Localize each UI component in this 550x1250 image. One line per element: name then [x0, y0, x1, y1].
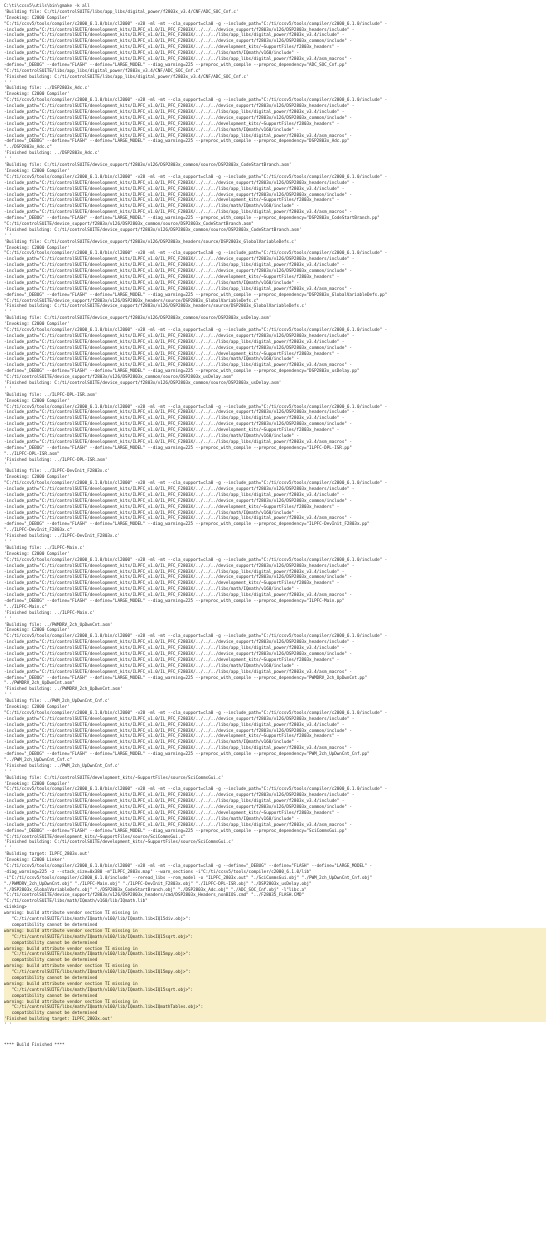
- console-line: -include_path="C:/ti/controlSUITE/development_kits/ILPFC_v1.0/IL_PFC_F2803X/../../../device_support/f2803x/v126/DSP2803x_common/include" -: [4, 650, 352, 656]
- console-line: 'Invoking: C2000 Compiler': [4, 780, 70, 786]
- console-line: -define="_DEBUG" --define="FLASH" --define="LARGE_MODEL" --diag_warning=225 --preproc_with_compile --preproc_dependency="DSP2803x_Adc.pp": [4, 138, 350, 144]
- console-line: 'Invoking: C2000 Compiler': [4, 14, 70, 20]
- console-line: -include_path="C:/ti/controlSUITE/development_kits/ILPFC_v1.0/IL_PFC_F2803X/../../../libs/app_libs/digital_power/f2803x_v3.4/include" -: [4, 798, 345, 804]
- console-line: -include_path="C:/ti/controlSUITE/development_kits/ILPFC_v1.0/IL_PFC_F2803X/../../../libs/math/IQmath/v160/include" -: [4, 739, 299, 745]
- console-line: [4, 1028, 546, 1042]
- console-line: "C:/ti/ccsv5/tools/compiler/c2000_6.1.0/bin/cl2000" -v28 -ml -mt --cla_support=cla0 -g --include_path="C:/ti/ccsv5/tools/compiler/c2000_6.1.0/include" -: [4, 326, 388, 332]
- console-line: 'Invoking: C2000 Compiler': [4, 397, 70, 403]
- console-line: -define="_DEBUG" --define="FLASH" --define="LARGE_MODEL" --diag_warning=225 --preproc_with_compile --preproc_dependency="DSP2803x_CodeStartBranch.pp": [4, 215, 380, 221]
- console-line: -include_path="C:/ti/controlSUITE/development_kits/ILPFC_v1.0/IL_PFC_F2803X/../../../libs/app_libs/digital_power/f2803x_v3.4/include" -: [4, 262, 345, 268]
- console-line: 'Invoking: C2000 Compiler': [4, 627, 70, 633]
- console-line: "C:/ti/ccsv5/tools/compiler/c2000_6.1.0/bin/cl2000" -v28 -ml -mt --cla_support=cla0 -g --include_path="C:/ti/ccsv5/tools/compiler/c2000_6.1.0/include" -: [4, 556, 388, 562]
- console-line: 'Building file: C:/ti/controlSUITE/device_support/f2803x/v126/DSP2803x_common/source/DSP2803x_CodeStartBranch.asm': [4, 162, 292, 168]
- console-line: "C:/ti/controlSUITE/device_support/f2803x/v126/DSP2803x_common/source/DSP2803x_CodeStartBranch.asm": [4, 220, 254, 226]
- console-line: ' ': [4, 692, 12, 698]
- console-line-warning: "C:/ti/controlSUITE/libs/math/IQmath/v160/lib/IQmath.lib<IQ15mpy.obj>":: [4, 951, 546, 957]
- console-line: ' ': [4, 462, 12, 468]
- console-line: 'Finished building: ../PWMDRV_2ch_UpDwnCnt.asm': [4, 686, 123, 692]
- console-line: ' ': [4, 156, 12, 162]
- console-line: -include_path="C:/ti/controlSUITE/development_kits/ILPFC_v1.0/IL_PFC_F2803X/../../../libs/app_libs/digital_power/f2803x_v3.4/include" -: [4, 185, 345, 191]
- console-line: -include_path="C:/ti/controlSUITE/development_kits/ILPFC_v1.0/IL_PFC_F2803X/../../../development_kits/~SupportFiles/f2803x_headers" -: [4, 733, 340, 739]
- console-line: -include_path="C:/ti/controlSUITE/development_kits/ILPFC_v1.0/IL_PFC_F2803X/../../../libs/math/IQmath/v160/include" -: [4, 356, 299, 362]
- console-line-warning: warning: build attribute vendor section TI missing in: [4, 999, 546, 1005]
- console-line: -include_path="C:/ti/controlSUITE/development_kits/ILPFC_v1.0/IL_PFC_F2803X/../../../device_support/f2803x/v126/DSP2803x_headers/include" -: [4, 792, 355, 798]
- console-line-warning: compatibility cannot be determined: [4, 1010, 546, 1016]
- console-line: -include_path="C:/ti/controlSUITE/development_kits/ILPFC_v1.0/IL_PFC_F2803X/../../../device_support/f2803x/v126/DSP2803x_common/include" -: [4, 804, 352, 810]
- console-line: "C:/ti/ccsv5/tools/compiler/c2000_6.1.0/bin/cl2000" -v28 -ml -mt --cla_support=cla0 -g --include_path="C:/ti/ccsv5/tools/compiler/c2000_6.1.0/include" -: [4, 633, 388, 639]
- console-line: -define="_DEBUG" --define="FLASH" --define="LARGE_MODEL" --diag_warning=225 --preproc_with_compile --preproc_dependency="DSP2803x_GlobalVariableDefs.pp": [4, 291, 388, 297]
- console-line: 'Finished building: C:/ti/controlSUITE/libs/app_libs/digital_power/f2803x_v3.4/CNF/ADC_SOC_Cnf.c': [4, 73, 249, 79]
- console-line-warning: warning: build attribute vendor section TI missing in: [4, 963, 546, 969]
- console-line-warning: "C:/ti/controlSUITE/libs/math/IQmath/v160/lib/IQmath.lib<IQ15mpy.obj>":: [4, 969, 546, 975]
- console-line: -include_path="C:/ti/controlSUITE/development_kits/ILPFC_v1.0/IL_PFC_F2803X/../../../libs/app_libs/digital_power/f2803x_v3.4/asm_macros" -: [4, 821, 352, 827]
- console-line: -include_path="C:/ti/controlSUITE/development_kits/ILPFC_v1.0/IL_PFC_F2803X/../../../device_support/f2803x/v126/DSP2803x_headers/include" -: [4, 562, 355, 568]
- console-line: "../PWMDRV_2ch_UpDwnCnt.asm": [4, 680, 75, 686]
- console-line: 'Invoking: C2000 Compiler': [4, 550, 70, 556]
- console-line: "C:/ti/ccsv5/tools/compiler/c2000_6.1.0/bin/cl2000" -v28 -ml -mt --cla_support=cla0 -g --include_path="C:/ti/ccsv5/tools/compiler/c2000_6.1.0/include" -: [4, 403, 388, 409]
- console-line: -include_path="C:/ti/controlSUITE/development_kits/ILPFC_v1.0/IL_PFC_F2803X/../../../libs/math/IQmath/v160/include" -: [4, 662, 299, 668]
- console-line: 'Building file: C:/ti/controlSUITE/device_support/f2803x/v126/DSP2803x_headers/source/DSP2803x_GlobalVariableDefs.c': [4, 238, 297, 244]
- console-line: -include_path="C:/ti/controlSUITE/development_kits/ILPFC_v1.0/IL_PFC_F2803X/../../../device_support/f2803x/v126/DSP2803x_common/include" -: [4, 497, 352, 503]
- console-line: "C:/ti/controlSUITE/libs/math/IQmath/v160/lib/IQmath.lib<IQ15div.obj>":: [4, 916, 191, 922]
- console-line: -include_path="C:/ti/controlSUITE/development_kits/ILPFC_v1.0/IL_PFC_F2803X/../../../device_support/f2803x/v126/DSP2803x_headers/include" -: [4, 715, 355, 721]
- console-line-warning: compatibility cannot be determined: [4, 940, 546, 946]
- console-line: -include_path="C:/ti/controlSUITE/development_kits/ILPFC_v1.0/IL_PFC_F2803X/../../../libs/app_libs/digital_power/f2803x_v3.4/asm_macros" -: [4, 285, 352, 291]
- console-line: -include_path="C:/ti/controlSUITE/development_kits/ILPFC_v1.0/IL_PFC_F2803X/../../../device_support/f2803x/v126/DSP2803x_common/include" -: [4, 191, 352, 197]
- console-line: "C:/ti/controlSUITE/libs/math/IQmath/v160/lib/IQmath.lib": [4, 898, 148, 904]
- console-line: <Linking>: [4, 904, 27, 910]
- console-line: -include_path="C:/ti/controlSUITE/development_kits/ILPFC_v1.0/IL_PFC_F2803X/../../../development_kits/~SupportFiles/f2803x_headers" -: [4, 580, 340, 586]
- console-line: 'Building file: C:/ti/controlSUITE/device_support/f2803x/v126/DSP2803x_common/source/DSP2803x_usDelay.asm': [4, 315, 272, 321]
- console-line: -include_path="C:/ti/controlSUITE/development_kits/ILPFC_v1.0/IL_PFC_F2803X/../../../development_kits/~SupportFiles/f2803x_headers" -: [4, 197, 340, 203]
- console-line: -i"C:/ti/ccsv5/tools/compiler/c2000_6.1.0/include" --reread_libs --rom_model -o "ILPFC_2803x.out" "./SciCommsGui.obj" "./PWM_2ch_UpDwnCnt_Cnf.obj": [4, 874, 373, 880]
- console-line: "./DSP2803x_GlobalVariableDefs.obj" "./DSP2803x_CodeStartBranch.obj" "./DSP2803x_Adc.obj" "./ADC_SOC_Cnf.obj" -l"libc.a": [4, 886, 307, 892]
- console-line: "C:/ti/ccsv5/tools/compiler/c2000_6.1.0/bin/cl2000" -v28 -ml -mt --cla_support=cla0 -g --include_path="C:/ti/ccsv5/tools/compiler/c2000_6.1.0/include" -: [4, 480, 388, 486]
- console-line: ' ': [4, 385, 12, 391]
- console-line: "../ILPFC-DevInit_F2803x.c": [4, 527, 73, 533]
- console-line: 'Building file: ../ILPFC-Main.c': [4, 544, 85, 550]
- console-line: -include_path="C:/ti/controlSUITE/development_kits/ILPFC_v1.0/IL_PFC_F2803X/../../../device_support/f2803x/v126/DSP2803x_headers/include" -: [4, 639, 355, 645]
- console-line: 'Building file: C:/ti/controlSUITE/libs/app_libs/digital_power/f2803x_v3.4/CNF/ADC_SOC_Cnf.c': [4, 8, 239, 14]
- console-line: 'Finished building: C:/ti/controlSUITE/device_support/f2803x/v126/DSP2803x_common/source/DSP2803x_usDelay.asm': [4, 380, 282, 385]
- console-line: -include_path="C:/ti/controlSUITE/development_kits/ILPFC_v1.0/IL_PFC_F2803X/../../../libs/app_libs/digital_power/f2803x_v3.4/include" -: [4, 338, 345, 344]
- console-line: "C:/ti/ccsv5/tools/compiler/c2000_6.1.0/bin/cl2000" -v28 -ml -mt --cla_support=cla0 -g --define="_DEBUG" --define="FLASH" --define="LARGE_MODEL" -: [4, 863, 373, 869]
- console-line: -include_path="C:/ti/controlSUITE/development_kits/ILPFC_v1.0/IL_PFC_F2803X/../../../libs/math/IQmath/v160/include" -: [4, 126, 299, 132]
- console-line: "C:/ti/ccsv5/tools/compiler/c2000_6.1.0/bin/cl2000" -v28 -ml -mt --cla_support=cla0 -g --include_path="C:/ti/ccsv5/tools/compiler/c2000_6.1.0/include" -: [4, 786, 388, 792]
- console-line: 'Building file: ../ILPFC-DevInit_F2803x.c': [4, 468, 110, 474]
- console-line: -include_path="C:/ti/controlSUITE/development_kits/ILPFC_v1.0/IL_PFC_F2803X/../../../libs/app_libs/digital_power/f2803x_v3.4/asm_macros" -: [4, 362, 352, 368]
- console-line: warning: build attribute vendor section TI missing in: [4, 910, 138, 916]
- console-line: 'Invoking: C2000 Compiler': [4, 167, 70, 173]
- console-line: "C:/ti/controlSUITE/device_support/f2803x/v126/DSP2803x_common/source/DSP2803x_usDelay.asm": [4, 374, 234, 380]
- console-line: -include_path="C:/ti/controlSUITE/development_kits/ILPFC_v1.0/IL_PFC_F2803X/../../../development_kits/~SupportFiles/f2803x_headers" -: [4, 656, 340, 662]
- console-line: 'Finished building: C:/ti/controlSUITE/device_support/f2803x/v126/DSP2803x_headers/source/DSP2803x_GlobalVariableDefs.c': [4, 303, 307, 309]
- console-line: 'Invoking: C2000 Compiler': [4, 703, 70, 709]
- console-line: -include_path="C:/ti/controlSUITE/development_kits/ILPFC_v1.0/IL_PFC_F2803X/../../../libs/app_libs/digital_power/f2803x_v3.4/asm_macros" -: [4, 592, 352, 598]
- console-line: "C:/ti/ccsv5/tools/compiler/c2000_6.1.0/bin/cl2000" -v28 -ml -mt --cla_support=cla0 -g --include_path="C:/ti/ccsv5/tools/compiler/c2000_6.1.0/include" -: [4, 97, 388, 103]
- console-line-warning: "C:/ti/controlSUITE/libs/math/IQmath/v160/lib/IQmath.lib<IQ15sqrt.obj>":: [4, 934, 546, 940]
- console-line: -define="_DEBUG" --define="FLASH" --define="LARGE_MODEL" --diag_warning=225 --preproc_with_compile --preproc_dependency="ILPFC-DevInit_F2803x.pp": [4, 521, 370, 527]
- console-line: 'Finished building: ../DSP2803x_Adc.c': [4, 150, 100, 156]
- console-line: -include_path="C:/ti/controlSUITE/development_kits/ILPFC_v1.0/IL_PFC_F2803X/../../../development_kits/~SupportFiles/f2803x_headers" -: [4, 350, 340, 356]
- console-line-warning: compatibility cannot be determined: [4, 993, 546, 999]
- console-line-warning: "C:/ti/controlSUITE/libs/math/IQmath/v160/lib/IQmath.lib<IQmathTables.obj>":: [4, 1004, 546, 1010]
- console-line: -include_path="C:/ti/controlSUITE/development_kits/ILPFC_v1.0/IL_PFC_F2803X/../../../libs/app_libs/digital_power/f2803x_v3.4/include" -: [4, 721, 345, 727]
- console-line: 'Invoking: C2000 Compiler': [4, 244, 70, 250]
- console-line: -include_path="C:/ti/controlSUITE/development_kits/ILPFC_v1.0/IL_PFC_F2803X/../../../libs/math/IQmath/v160/include" -: [4, 203, 299, 209]
- console-line: -define="_DEBUG" --define="FLASH" --define="LARGE_MODEL" --diag_warning=225 --preproc_with_compile --preproc_dependency="ILPFC-Main.pp": [4, 597, 345, 603]
- console-line: -include_path="C:/ti/controlSUITE/development_kits/ILPFC_v1.0/IL_PFC_F2803X/../../../device_support/f2803x/v126/DSP2803x_headers/include" -: [4, 332, 355, 338]
- console-line: -include_path="C:/ti/controlSUITE/development_kits/ILPFC_v1.0/IL_PFC_F2803X/../../../device_support/f2803x/v126/DSP2803x_common/include" -: [4, 38, 352, 44]
- console-line: C:\ti\ccsv5\utils\bin\gmake -k all: [4, 3, 90, 8]
- console-line: 'Building file: ../PWMDRV_2ch_UpDwnCnt.asm': [4, 621, 113, 627]
- console-line: ' ': [4, 615, 12, 621]
- console-line-warning: compatibility cannot be determined: [4, 957, 546, 963]
- console-line: "../ILPFC-DPL-ISR.asm": [4, 450, 60, 456]
- console-line: -include_path="C:/ti/controlSUITE/development_kits/ILPFC_v1.0/IL_PFC_F2803X/../../../libs/math/IQmath/v160/include" -: [4, 433, 299, 439]
- console-line-warning: warning: build attribute vendor section TI missing in: [4, 946, 546, 952]
- console-line: -include_path="C:/ti/controlSUITE/development_kits/ILPFC_v1.0/IL_PFC_F2803X/../../../libs/app_libs/digital_power/f2803x_v3.4/include" -: [4, 32, 345, 38]
- console-line: -define="_DEBUG" --define="FLASH" --define="LARGE_MODEL" --diag_warning=225 --preproc_with_compile --preproc_dependency="PWM_2ch_UpDwnCnt_Cnf.pp": [4, 751, 370, 757]
- console-line: 'Finished building: C:/ti/controlSUITE/development_kits/~SupportFiles/source/SciCommsGui.c': [4, 839, 234, 845]
- console-line-warning: "C:/ti/controlSUITE/libs/math/IQmath/v160/lib/IQmath.lib<IQ15sqrt.obj>":: [4, 987, 546, 993]
- console-line: "C:/ti/controlSUITE/device_support/f2803x/v126/DSP2803x_headers/source/DSP2803x_GlobalVariableDefs.c": [4, 297, 259, 303]
- console-line: ' ': [4, 232, 12, 238]
- console-line: -include_path="C:/ti/controlSUITE/development_kits/ILPFC_v1.0/IL_PFC_F2803X/../../../libs/app_libs/digital_power/f2803x_v3.4/include" -: [4, 109, 345, 115]
- console-line: -include_path="C:/ti/controlSUITE/development_kits/ILPFC_v1.0/IL_PFC_F2803X/../../../libs/math/IQmath/v160/include" -: [4, 279, 299, 285]
- console-line: 'Finished building: C:/ti/controlSUITE/device_support/f2803x/v126/DSP2803x_common/source/DSP2803x_CodeStartBranch.asm': [4, 226, 302, 232]
- console-line: "C:/ti/controlSUITE/device_support/f2803x/v126/DSP2803x_headers/cmd/DSP2803x_Headers_nonBIOS.cmd" "../F28035_FLASH.CMD": [4, 892, 305, 898]
- console-line-warning: warning: build attribute vendor section TI missing in: [4, 928, 546, 934]
- console-line: ' ': [4, 845, 12, 851]
- console-line: -include_path="C:/ti/controlSUITE/development_kits/ILPFC_v1.0/IL_PFC_F2803X/../../../development_kits/~SupportFiles/f2803x_headers" -: [4, 120, 340, 126]
- console-line: -include_path="C:/ti/controlSUITE/development_kits/ILPFC_v1.0/IL_PFC_F2803X/../../../device_support/f2803x/v126/DSP2803x_headers/include" -: [4, 103, 355, 109]
- console-line: -include_path="C:/ti/controlSUITE/development_kits/ILPFC_v1.0/IL_PFC_F2803X/../../../device_support/f2803x/v126/DSP2803x_headers/include" -: [4, 409, 355, 415]
- console-line: 'Building target: ILPFC_2803x.out': [4, 851, 90, 857]
- console-line: -include_path="C:/ti/controlSUITE/development_kits/ILPFC_v1.0/IL_PFC_F2803X/../../../device_support/f2803x/v126/DSP2803x_common/include" -: [4, 727, 352, 733]
- console-line: -include_path="C:/ti/controlSUITE/development_kits/ILPFC_v1.0/IL_PFC_F2803X/../../../development_kits/~SupportFiles/f2803x_headers" -: [4, 44, 340, 50]
- console-line: -define="_DEBUG" --define="FLASH" --define="LARGE_MODEL" --diag_warning=225 --preproc_with_compile --preproc_dependency="ADC_SOC_Cnf.pp": [4, 61, 347, 67]
- console-line: -define="_DEBUG" --define="FLASH" --define="LARGE_MODEL" --diag_warning=225 --preproc_with_compile --preproc_dependency="SciCommsGui.pp": [4, 827, 347, 833]
- console-line: -include_path="C:/ti/controlSUITE/development_kits/ILPFC_v1.0/IL_PFC_F2803X/../../../development_kits/~SupportFiles/f2803x_headers" -: [4, 273, 340, 279]
- console-line: -include_path="C:/ti/controlSUITE/development_kits/ILPFC_v1.0/IL_PFC_F2803X/../../../device_support/f2803x/v126/DSP2803x_headers/include" -: [4, 179, 355, 185]
- console-line: -include_path="C:/ti/controlSUITE/development_kits/ILPFC_v1.0/IL_PFC_F2803X/../../../device_support/f2803x/v126/DSP2803x_common/include" -: [4, 268, 352, 274]
- console-line: 'Finished building: ../ILPFC-Main.c': [4, 609, 95, 615]
- console-line: -include_path="C:/ti/controlSUITE/development_kits/ILPFC_v1.0/IL_PFC_F2803X/../../../libs/app_libs/digital_power/f2803x_v3.4/include" -: [4, 645, 345, 651]
- console-line: 'Building file: C:/ti/controlSUITE/development_kits/~SupportFiles/source/SciCommsGui.c': [4, 774, 224, 780]
- console-line: **** Build Finished ****: [4, 1041, 65, 1047]
- console-line: "C:/ti/ccsv5/tools/compiler/c2000_6.1.0/bin/cl2000" -v28 -ml -mt --cla_support=cla0 -g --include_path="C:/ti/ccsv5/tools/compiler/c2000_6.1.0/include" -: [4, 173, 388, 179]
- console-line: -include_path="C:/ti/controlSUITE/development_kits/ILPFC_v1.0/IL_PFC_F2803X/../../../libs/app_libs/digital_power/f2803x_v3.4/include" -: [4, 568, 345, 574]
- console-line: ' ': [4, 309, 12, 315]
- console-line: -diag_warning=225 -z --stack_size=0x380 -m"ILPFC_2803x.map" --warn_sections -i"C:/ti/ccsv5/tools/compiler/c2000_6.1.0/lib": [4, 868, 312, 874]
- console-line: -include_path="C:/ti/controlSUITE/development_kits/ILPFC_v1.0/IL_PFC_F2803X/../../../libs/app_libs/digital_power/f2803x_v3.4/asm_macros" -: [4, 209, 352, 215]
- console-line: -include_path="C:/ti/controlSUITE/development_kits/ILPFC_v1.0/IL_PFC_F2803X/../../../development_kits/~SupportFiles/f2803x_headers" -: [4, 427, 340, 433]
- console-line: "C:/ti/controlSUITE/libs/app_libs/digital_power/f2803x_v3.4/CNF/ADC_SOC_Cnf.c": [4, 67, 201, 73]
- console-line: -include_path="C:/ti/controlSUITE/development_kits/ILPFC_v1.0/IL_PFC_F2803X/../../../libs/app_libs/digital_power/f2803x_v3.4/asm_macros" -: [4, 438, 352, 444]
- console-line: "C:/ti/ccsv5/tools/compiler/c2000_6.1.0/bin/cl2000" -v28 -ml -mt --cla_support=cla0 -g --include_path="C:/ti/ccsv5/tools/compiler/c2000_6.1.0/include" -: [4, 709, 388, 715]
- console-line: 'Finished building: ../ILPFC-DPL-ISR.asm': [4, 456, 108, 462]
- console-line: -include_path="C:/ti/controlSUITE/development_kits/ILPFC_v1.0/IL_PFC_F2803X/../../../device_support/f2803x/v126/DSP2803x_common/include" -: [4, 574, 352, 580]
- console-line: -include_path="C:/ti/controlSUITE/development_kits/ILPFC_v1.0/IL_PFC_F2803X/../../../libs/app_libs/digital_power/f2803x_v3.4/include" -: [4, 415, 345, 421]
- console-line: -include_path="C:/ti/controlSUITE/development_kits/ILPFC_v1.0/IL_PFC_F2803X/../../../libs/math/IQmath/v160/include" -: [4, 509, 299, 515]
- console-line: "C:/ti/ccsv5/tools/compiler/c2000_6.1.0/bin/cl2000" -v28 -ml -mt --cla_support=cla0 -g --include_path="C:/ti/ccsv5/tools/compiler/c2000_6.1.0/include" -: [4, 250, 388, 256]
- console-line: "./PWMDRV_2ch_UpDwnCnt.obj" "./ILPFC-Main.obj" "./ILPFC-DevInit_F2803x.obj" "./ILPFC-DPL-ISR.obj" "./DSP2803x_usDelay.obj": [4, 880, 312, 886]
- console-line: -include_path="C:/ti/controlSUITE/development_kits/ILPFC_v1.0/IL_PFC_F2803X/../../../libs/app_libs/digital_power/f2803x_v3.4/include" -: [4, 491, 345, 497]
- console-line-warning: warning: build attribute vendor section TI missing in: [4, 981, 546, 987]
- console-line: -include_path="C:/ti/controlSUITE/development_kits/ILPFC_v1.0/IL_PFC_F2803X/../../../device_support/f2803x/v126/DSP2803x_common/include" -: [4, 114, 352, 120]
- console-line: "C:/ti/controlSUITE/development_kits/~SupportFiles/source/SciCommsGui.c": [4, 833, 186, 839]
- console-line: 'Invoking: C2000 Compiler': [4, 91, 70, 97]
- console-line: ' ': [4, 1022, 12, 1028]
- console-line: "../ILPFC-Main.c": [4, 603, 47, 609]
- console-line: compatibility cannot be determined: [4, 921, 98, 927]
- console-line: -include_path="C:/ti/controlSUITE/development_kits/ILPFC_v1.0/IL_PFC_F2803X/../../../development_kits/~SupportFiles/f2803x_headers" -: [4, 810, 340, 816]
- console-line: 'Building file: ../DSP2803x_Adc.c': [4, 85, 90, 91]
- console-line: 'Building file: ../PWM_2ch_UpDwnCnt_Cnf.c': [4, 698, 110, 704]
- console-line: 'Finished building: ../PWM_2ch_UpDwnCnt_Cnf.c': [4, 762, 120, 768]
- console-line: 'Invoking: C2000 Compiler': [4, 474, 70, 480]
- console-line: "../PWM_2ch_UpDwnCnt_Cnf.c": [4, 757, 73, 762]
- console-line: -include_path="C:/ti/controlSUITE/development_kits/ILPFC_v1.0/IL_PFC_F2803X/../../../device_support/f2803x/v126/DSP2803x_common/include" -: [4, 421, 352, 427]
- console-line: 'Finished building: ../ILPFC-DevInit_F2803x.c': [4, 533, 120, 539]
- console-line: ' ': [4, 768, 12, 774]
- console-line: -include_path="C:/ti/controlSUITE/development_kits/ILPFC_v1.0/IL_PFC_F2803X/../../../libs/math/IQmath/v160/include" -: [4, 50, 299, 56]
- console-line: -include_path="C:/ti/controlSUITE/development_kits/ILPFC_v1.0/IL_PFC_F2803X/../../../libs/app_libs/digital_power/f2803x_v3.4/asm_macros" -: [4, 668, 352, 674]
- console-line: -include_path="C:/ti/controlSUITE/development_kits/ILPFC_v1.0/IL_PFC_F2803X/../../../libs/math/IQmath/v160/include" -: [4, 586, 299, 592]
- console-line: 'Invoking: C2000 Compiler': [4, 321, 70, 327]
- console-line: -include_path="C:/ti/controlSUITE/development_kits/ILPFC_v1.0/IL_PFC_F2803X/../../../libs/app_libs/digital_power/f2803x_v3.4/asm_macros" -: [4, 132, 352, 138]
- console-line: "../DSP2803x_Adc.c": [4, 144, 52, 150]
- console-line: -include_path="C:/ti/controlSUITE/development_kits/ILPFC_v1.0/IL_PFC_F2803X/../../../libs/app_libs/digital_power/f2803x_v3.4/asm_macros" -: [4, 745, 352, 751]
- console-line: -include_path="C:/ti/controlSUITE/development_kits/ILPFC_v1.0/IL_PFC_F2803X/../../../libs/app_libs/digital_power/f2803x_v3.4/asm_macros" -: [4, 56, 352, 62]
- console-line: -include_path="C:/ti/controlSUITE/development_kits/ILPFC_v1.0/IL_PFC_F2803X/../../../device_support/f2803x/v126/DSP2803x_headers/include" -: [4, 486, 355, 492]
- console-line: -include_path="C:/ti/controlSUITE/development_kits/ILPFC_v1.0/IL_PFC_F2803X/../../../device_support/f2803x/v126/DSP2803x_headers/include" -: [4, 256, 355, 262]
- console-line: "C:/ti/ccsv5/tools/compiler/c2000_6.1.0/bin/cl2000" -v28 -ml -mt --cla_support=cla0 -g --include_path="C:/ti/ccsv5/tools/compiler/c2000_6.1.0/include" -: [4, 20, 388, 26]
- console-line: -define="_DEBUG" --define="FLASH" --define="LARGE_MODEL" --diag_warning=225 --preproc_with_compile --preproc_dependency="PWMDRV_2ch_UpDwnCnt.pp": [4, 674, 368, 680]
- console-line: ' ': [4, 79, 12, 85]
- console-line: -define="_DEBUG" --define="FLASH" --define="LARGE_MODEL" --diag_warning=225 --preproc_with_compile --preproc_dependency="ILPFC-DPL-ISR.pp": [4, 444, 352, 450]
- console-line: -include_path="C:/ti/controlSUITE/development_kits/ILPFC_v1.0/IL_PFC_F2803X/../../../libs/app_libs/digital_power/f2803x_v3.4/asm_macros" -: [4, 515, 352, 521]
- console-line: -include_path="C:/ti/controlSUITE/development_kits/ILPFC_v1.0/IL_PFC_F2803X/../../../device_support/f2803x/v126/DSP2803x_common/include" -: [4, 344, 352, 350]
- console-line: -include_path="C:/ti/controlSUITE/development_kits/ILPFC_v1.0/IL_PFC_F2803X/../../../development_kits/~SupportFiles/f2803x_headers" -: [4, 503, 340, 509]
- console-line-warning: 'Finished building target: ILPFC_2803x.out': [4, 1016, 546, 1022]
- console-line: ' ': [4, 539, 12, 545]
- console-line: -include_path="C:/ti/controlSUITE/development_kits/ILPFC_v1.0/IL_PFC_F2803X/../../../device_support/f2803x/v126/DSP2803x_headers/include" -: [4, 26, 355, 32]
- console-line-warning: compatibility cannot be determined: [4, 975, 546, 981]
- console-line: -include_path="C:/ti/controlSUITE/development_kits/ILPFC_v1.0/IL_PFC_F2803X/../../../libs/math/IQmath/v160/include" -: [4, 815, 299, 821]
- console-line: -define="_DEBUG" --define="FLASH" --define="LARGE_MODEL" --diag_warning=225 --preproc_with_compile --preproc_dependency="DSP2803x_usDelay.pp": [4, 368, 360, 374]
- console-line: 'Invoking: C2000 Linker': [4, 857, 65, 863]
- console-line: 'Building file: ../ILPFC-DPL-ISR.asm': [4, 391, 98, 397]
